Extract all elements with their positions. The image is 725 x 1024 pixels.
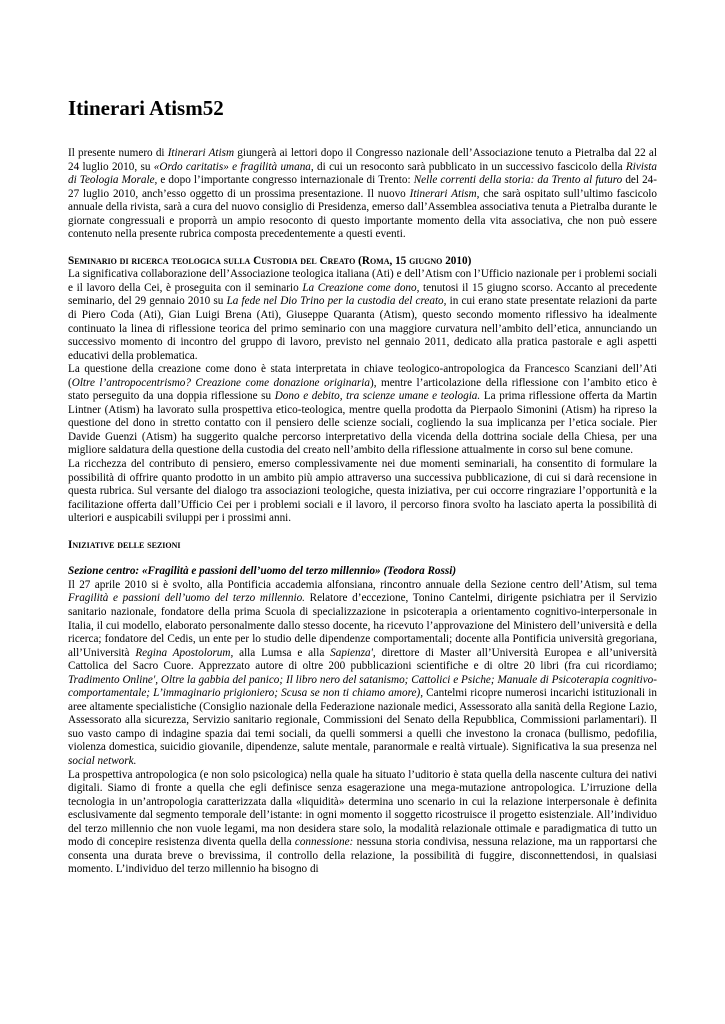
italic-run: Rivista di Teologia Morale, [68,160,657,187]
italic-run: Tradimento Online', Oltre la gabbia del panico; Il libro nero del satanismo; Cattolici e Psiche; Manuale di Psicoterapia cognitivo-comportamentale; L’immaginario prigioniero; Scusa se non ti chiamo amore), [68,673,657,700]
italic-run: Dono e debito, tra scienze umane e teologia. [274,390,481,403]
page-title: Itinerari Atism52 [68,96,224,120]
text-run: La ricchezza del contributo di pensiero, emerso complessivamente nei due momenti seminariali, ha consentito di formulare la possibilità di offrire quanto prodotto in un ambito più ampio attraverso una successiva pubblicazione, di cui si darà recensione in questa rubrica. Sul versante del dialogo tra associazioni teologiche, questa iniziativa, per cui occorre ringraziare l’opportunità e la facilitazione offerta dall’Ufficio Cei per i problemi sociali e il lavoro, il percorso finora svolto ha lasciato aperta la possibilità di ulteriori e auspicabili sviluppi per i prossimi anni. [68,458,657,525]
text-run: nessuna storia condivisa, nessuna relazione, ma un rapportarsi che consenta una durata breve o brevissima, il controllo della relazione, la possibilità di fuggire, disconnettendosi, in qualsiasi momento. L’individuo del terzo millennio ha bisogno di [68,836,657,876]
seminar-paragraph-3 [68,458,657,526]
text-run: in cui erano state presentate relazioni da parte di Piero Coda (Ati), Gian Luigi Brena (Ati), Giuseppe Quaranta (Atism), questo secondo momento riflessivo ha idealmente continuato la linea di riflessione teorica del primo seminario con una maggiore curvatura nell’ambito dell’etica, annunciando un successivo momento di incontro del gruppo di lavoro, previsto nel gennaio 2011, dedicato alla pratica pastorale e agli aspetti educativi della problematica. [68,295,657,362]
text-run: Cantelmi ricopre numerosi incarichi istituzionali in aree altamente specialistiche (Consiglio nazionale della Federazione nazionale medici, Assessorato alla sanità della Regione Lazio, Assessorato alla sicurezza, Servizio sanitario regionale, Commissioni del Senato della Repubblica, Commissioni parlamentari). Il suo vasto campo di indagine spazia dai temi sociali, da quelli sommersi a quelli che investono la cronaca (bullismo, pedofilia, violenza domestica, suicidio giovanile, dipendenze, salute mentale, paranormale e realtà virtuale). Significativa la sua presenza nel [68,687,657,754]
text-run: del 24-27 luglio 2010, anch’esso oggetto di un prossima presentazione. Il nuovo [68,174,657,200]
italic-run: «Ordo caritatis» e fragilità umana, [153,160,314,173]
text-run: tenutosi il 15 giugno scorso. Accanto al precedente seminario, del 29 gennaio 2010 su [68,281,657,308]
section-title: Sezione centro: «Fragilità e passioni dell’uomo del terzo millennio» (Teodora Rossi) [68,565,457,578]
document-page [68,96,657,877]
italic-run: Nelle correnti della storia: da Trento al futuro [413,174,623,187]
text-run: e dopo l’importante congresso internazionale di Trento: [157,174,414,187]
seminar-heading: Seminario di ricerca teologica sulla Custodia del Creato (Roma, 15 giugno 2010) [68,254,472,267]
italic-run: Itinerari Atism, [409,187,480,200]
initiatives-heading: Iniziative delle sezioni [68,538,181,551]
initiatives-paragraph-1 [68,579,657,769]
text-run: che sarà ospitato sull’ultimo fascicolo annuale della rivista, sarà a cura del nuovo consiglio di Presidenza, emerso dall’Assemblea associativa tenuta a Pietralba durante le giornate congressuali e proporrà un ampio resoconto di questo importante momento della vita associativa, che non può essere contenuto nella presente rubrica composta precedentemente a questi eventi. [68,187,657,241]
text-run: La questione della creazione come dono è stata interpretata in chiave teologico-antropologica da Francesco Scanziani dell’Ati ( [68,363,657,389]
italic-run: La Creazione come dono, [302,281,420,294]
intro-paragraph [68,147,657,242]
italic-run: connessione: [294,836,354,849]
italic-run: La fede nel Dio Trino per la custodia del creato, [226,295,447,308]
text-run: Il 27 aprile 2010 si è svolto, alla Pontificia accademia alfonsiana, rincontro annuale della Sezione centro dell’Atism, sul tema [68,578,657,591]
text-run: Il presente numero di [68,147,168,159]
italic-run: Oltre l’antropocentrismo? Creazione come donazione originaria [71,376,370,389]
italic-run: Sapienza', [330,646,376,659]
text-run: di cui un resoconto sarà pubblicato in un successivo fascicolo della [313,160,626,173]
text-run: giungerà ai lettori dopo il Congresso nazionale dell’Associazione tenuto a Pietralba dal 22 al 24 luglio 2010, su [68,147,657,173]
italic-run: Itinerari Atism [167,147,235,159]
text-run: La significativa collaborazione dell’Associazione teologica italiana (Ati) e dell’Atism con l’Ufficio nazionale per i problemi sociali e il lavoro della Cei, è proseguita con il seminario [68,268,657,294]
text-run: La prima riflessione offerta da Martin Lintner (Atism) ha lavorato sulla prospettiva etico-teologica, mentre quella prodotta da Pierpaolo Simonini (Atism) ha ripreso la questione del dono in stretto contatto con il pensiero delle scienze sociali, cogliendo la sua implicanza per l’etica sociale. Pier Davide Guenzi (Atism) ha suggerito qualche percorso interpretativo della vicenda della dottrina sociale della Chiesa, per una migliore saldatura della questione della custodia del creato nell’ambito della riflessione attualmente in corso sul bene comune. [68,390,657,457]
text-run: direttore di Master all’Università Europea e all’università Cattolica del Sacro Cuore. Apprezzato autore di oltre 200 pubblicazioni scientifiche e di oltre 20 libri (fra cui ricordiamo; [68,646,657,673]
seminar-paragraph-2 [68,363,657,458]
text-run: La prospettiva antropologica (e non solo psicologica) nella quale ha situato l’uditorio è stata quella della nascente cultura dei nativi digitali. Siamo di fronte a quella che egli definisce senza esagerazione una mega-mutazione antropologica. L’irruzione della tecnologia in un’antropologia caratterizzata dalla «liquidità» determina uno scenario in cui la relazione interpersonale è definita esclusivamente dal segmento temporale dell’istante: in ogni momento il soggetto ricostruisce il progetto esistenziale. All’individuo del terzo millennio che non vuole legami, ma non desidera stare solo, la modalità relazionale ottimale e paradigmatica di tutto un modo di concepire resistenza diventa quella della [68,768,657,849]
italic-run: Regina Apostolorum, [135,646,234,659]
italic-run: Fragilità e passioni dell’uomo del terzo millennio. [68,592,305,605]
text-run: alla Lumsa e alla [233,646,331,659]
seminar-paragraph-1 [68,268,657,363]
text-run: Relatore d’eccezione, Tonino Cantelmi, dirigente psichiatra per il Servizio sanitario nazionale, fondatore della prima Scuola di specializzazione in psicoterapia a orientamento cognitivo-interpersonale in Italia, il cui modello, elaborato personalmente dallo stesso docente, ha ricevuto l’approvazione del Ministero dell’università e della ricerca; fondatore del Cedis, un ente per lo studio delle dipendenze comportamentali; docente alla Pontificia università gregoriana, all’Università [68,592,657,659]
italic-run: social network. [68,754,137,767]
initiatives-paragraph-2 [68,769,657,877]
text-run: ), mentre l’articolazione della riflessione con l’ambito etico è stato perseguito da una doppia riflessione su [68,376,658,403]
